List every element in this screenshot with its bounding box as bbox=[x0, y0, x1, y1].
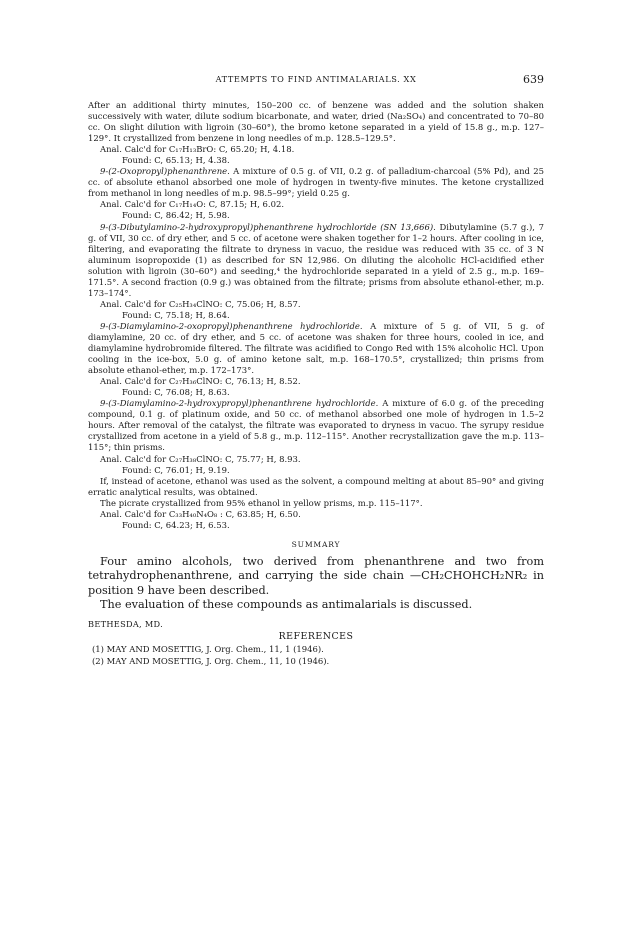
analysis-found: Found: C, 64.23; H, 6.53. bbox=[122, 519, 230, 530]
analysis-found: Found: C, 75.18; H, 8.64. bbox=[122, 309, 230, 320]
analysis-calculated: Anal. Calc'd for C₁₇H₁₄O: C, 87.15; H, 6.02. bbox=[100, 199, 285, 210]
analysis-calculated: Anal. Calc'd for C₁₇H₁₃BrO: C, 65.20; H, 4.18. bbox=[100, 144, 295, 155]
analysis-found: Found: C, 76.08; H, 8.63. bbox=[122, 387, 230, 398]
analysis-calculated: Anal. Calc'd for C₂₅H₃₄ClNO: C, 75.06; H, 8.57. bbox=[100, 298, 301, 309]
article-page bbox=[88, 74, 544, 667]
experimental-text bbox=[88, 100, 544, 531]
paragraph: If, instead of acetone, ethanol was used as the solvent, a compound melting at about 85–90° and giving erratic analytical results, was obtained. bbox=[88, 475, 544, 497]
running-title: ATTEMPTS TO FIND ANTIMALARIALS. XX bbox=[215, 74, 417, 84]
analysis-found: Found: C, 65.13; H, 4.38. bbox=[122, 155, 230, 166]
references-list bbox=[88, 644, 544, 667]
compound-paragraph bbox=[88, 398, 544, 453]
paragraph-text: A mixture of 5 g. of VII, 5 g. of diamylamine, 20 cc. of dry ether, and 5 cc. of acetone was shaken for three hours, cooled in ice, and diamylamine hydrobromide filtered. The filtrate was acidified to Congo Red with 15% alcoholic HCl. Upon cooling in the ice-box, 5.0 g. of amino ketone salt, m.p. 168–170.5°, crystallized; thin prisms from absolute ethanol-ether, m.p. 172–173°. bbox=[88, 320, 544, 376]
compound-paragraph bbox=[88, 222, 544, 299]
page-number: 639 bbox=[523, 73, 544, 86]
compound-name: 9-(3-Diamylamino-2-hydroxypropyl)phenanthrene hydrochloride. bbox=[100, 398, 379, 409]
paragraph-text: Dibutylamine (5.7 g.), 7 g. of VII, 30 cc. of dry ether, and 5 cc. of acetone were shaken together for 1–2 hours. After cooling in ice, filtering, and evaporating the filtrate to dryness in vacuo, the residue was reduced with 35 cc. of 3 N aluminum isopropoxide (1) as described for SN 12,986. On diluting the alcoholic HCl-acidified ether solution with ligroin (30–60°) and seeding,⁴ the hydrochloride separated in a yield of 2.5 g., m.p. 169–171.5°. A second fraction (0.9 g.) was obtained from the filtrate; prisms from absolute ethanol-ether, m.p. 173–174°. bbox=[88, 221, 544, 298]
summary-heading: SUMMARY bbox=[291, 539, 341, 549]
compound-paragraph bbox=[88, 321, 544, 376]
summary-paragraph: Four amino alcohols, two derived from phenanthrene and two from tetrahydrophenanthrene, and carrying the side chain —CH₂CHOHCH₂NR₂ in position 9 have been described. bbox=[88, 554, 544, 597]
summary-text bbox=[88, 555, 544, 613]
references-heading: REFERENCES bbox=[278, 631, 354, 643]
paragraph: After an additional thirty minutes, 150–200 cc. of benzene was added and the solution shaken successively with water, dilute sodium bicarbonate, and water, dried (Na₂SO₄) and concentrated to 70–80 cc. On slight dilution with ligroin (30–60°), the bromo ketone separated in a yield of 15.8 g., m.p. 127–129°. It crystallized from benzene in long needles of m.p. 128.5–129.5°. bbox=[88, 100, 544, 144]
author-location: BETHESDA, MD. bbox=[88, 619, 164, 630]
compound-name: 9-(3-Diamylamino-2-oxopropyl)phenanthrene hydrochloride. bbox=[100, 320, 363, 331]
analysis-calculated: Anal. Calc'd for C₃₃H₄₀N₄O₈ : C, 63.85; H, 6.50. bbox=[100, 508, 301, 519]
compound-paragraph bbox=[88, 166, 544, 199]
reference-item: (2) MAY AND MOSETTIG, J. Org. Chem., 11, 10 (1946). bbox=[92, 655, 330, 666]
compound-name: 9-(3-Dibutylamino-2-hydroxypropyl)phenanthrene hydrochloride (SN 13,666). bbox=[100, 221, 436, 232]
paragraph-text: A mixture of 6.0 g. of the preceding compound, 0.1 g. of platinum oxide, and 50 cc. of methanol absorbed one mole of hydrogen in 1.5–2 hours. After removal of the catalyst, the filtrate was evaporated to dryness in vacuo. The syrupy residue crystallized from acetone in a yield of 5.8 g., m.p. 112–115°. Another recrystallization gave the m.p. 113–115°; thin prisms. bbox=[88, 398, 544, 453]
reference-item: (1) MAY AND MOSETTIG, J. Org. Chem., 11, 1 (1946). bbox=[92, 644, 324, 655]
compound-name: 9-(2-Oxopropyl)phenanthrene. bbox=[100, 166, 230, 177]
running-header bbox=[88, 74, 544, 90]
analysis-calculated: Anal. Calc'd for C₂₇H₃₈ClNO: C, 75.77; H, 8.93. bbox=[100, 453, 301, 464]
paragraph-text: A mixture of 0.5 g. of VII, 0.2 g. of palladium-charcoal (5% Pd), and 25 cc. of absolute ethanol absorbed one mole of hydrogen in twenty-five minutes. The ketone crystallized from methanol in long needles of m.p. 98.5–99°; yield 0.25 g. bbox=[88, 166, 544, 199]
analysis-found: Found: C, 86.42; H, 5.98. bbox=[122, 210, 230, 221]
analysis-found: Found: C, 76.01; H, 9.19. bbox=[122, 464, 230, 475]
paragraph: The picrate crystallized from 95% ethanol in yellow prisms, m.p. 115–117°. bbox=[100, 497, 423, 508]
analysis-calculated: Anal. Calc'd for C₂₇H₃₆ClNO: C, 76.13; H, 8.52. bbox=[100, 376, 301, 387]
summary-paragraph: The evaluation of these compounds as antimalarials is discussed. bbox=[100, 598, 473, 612]
